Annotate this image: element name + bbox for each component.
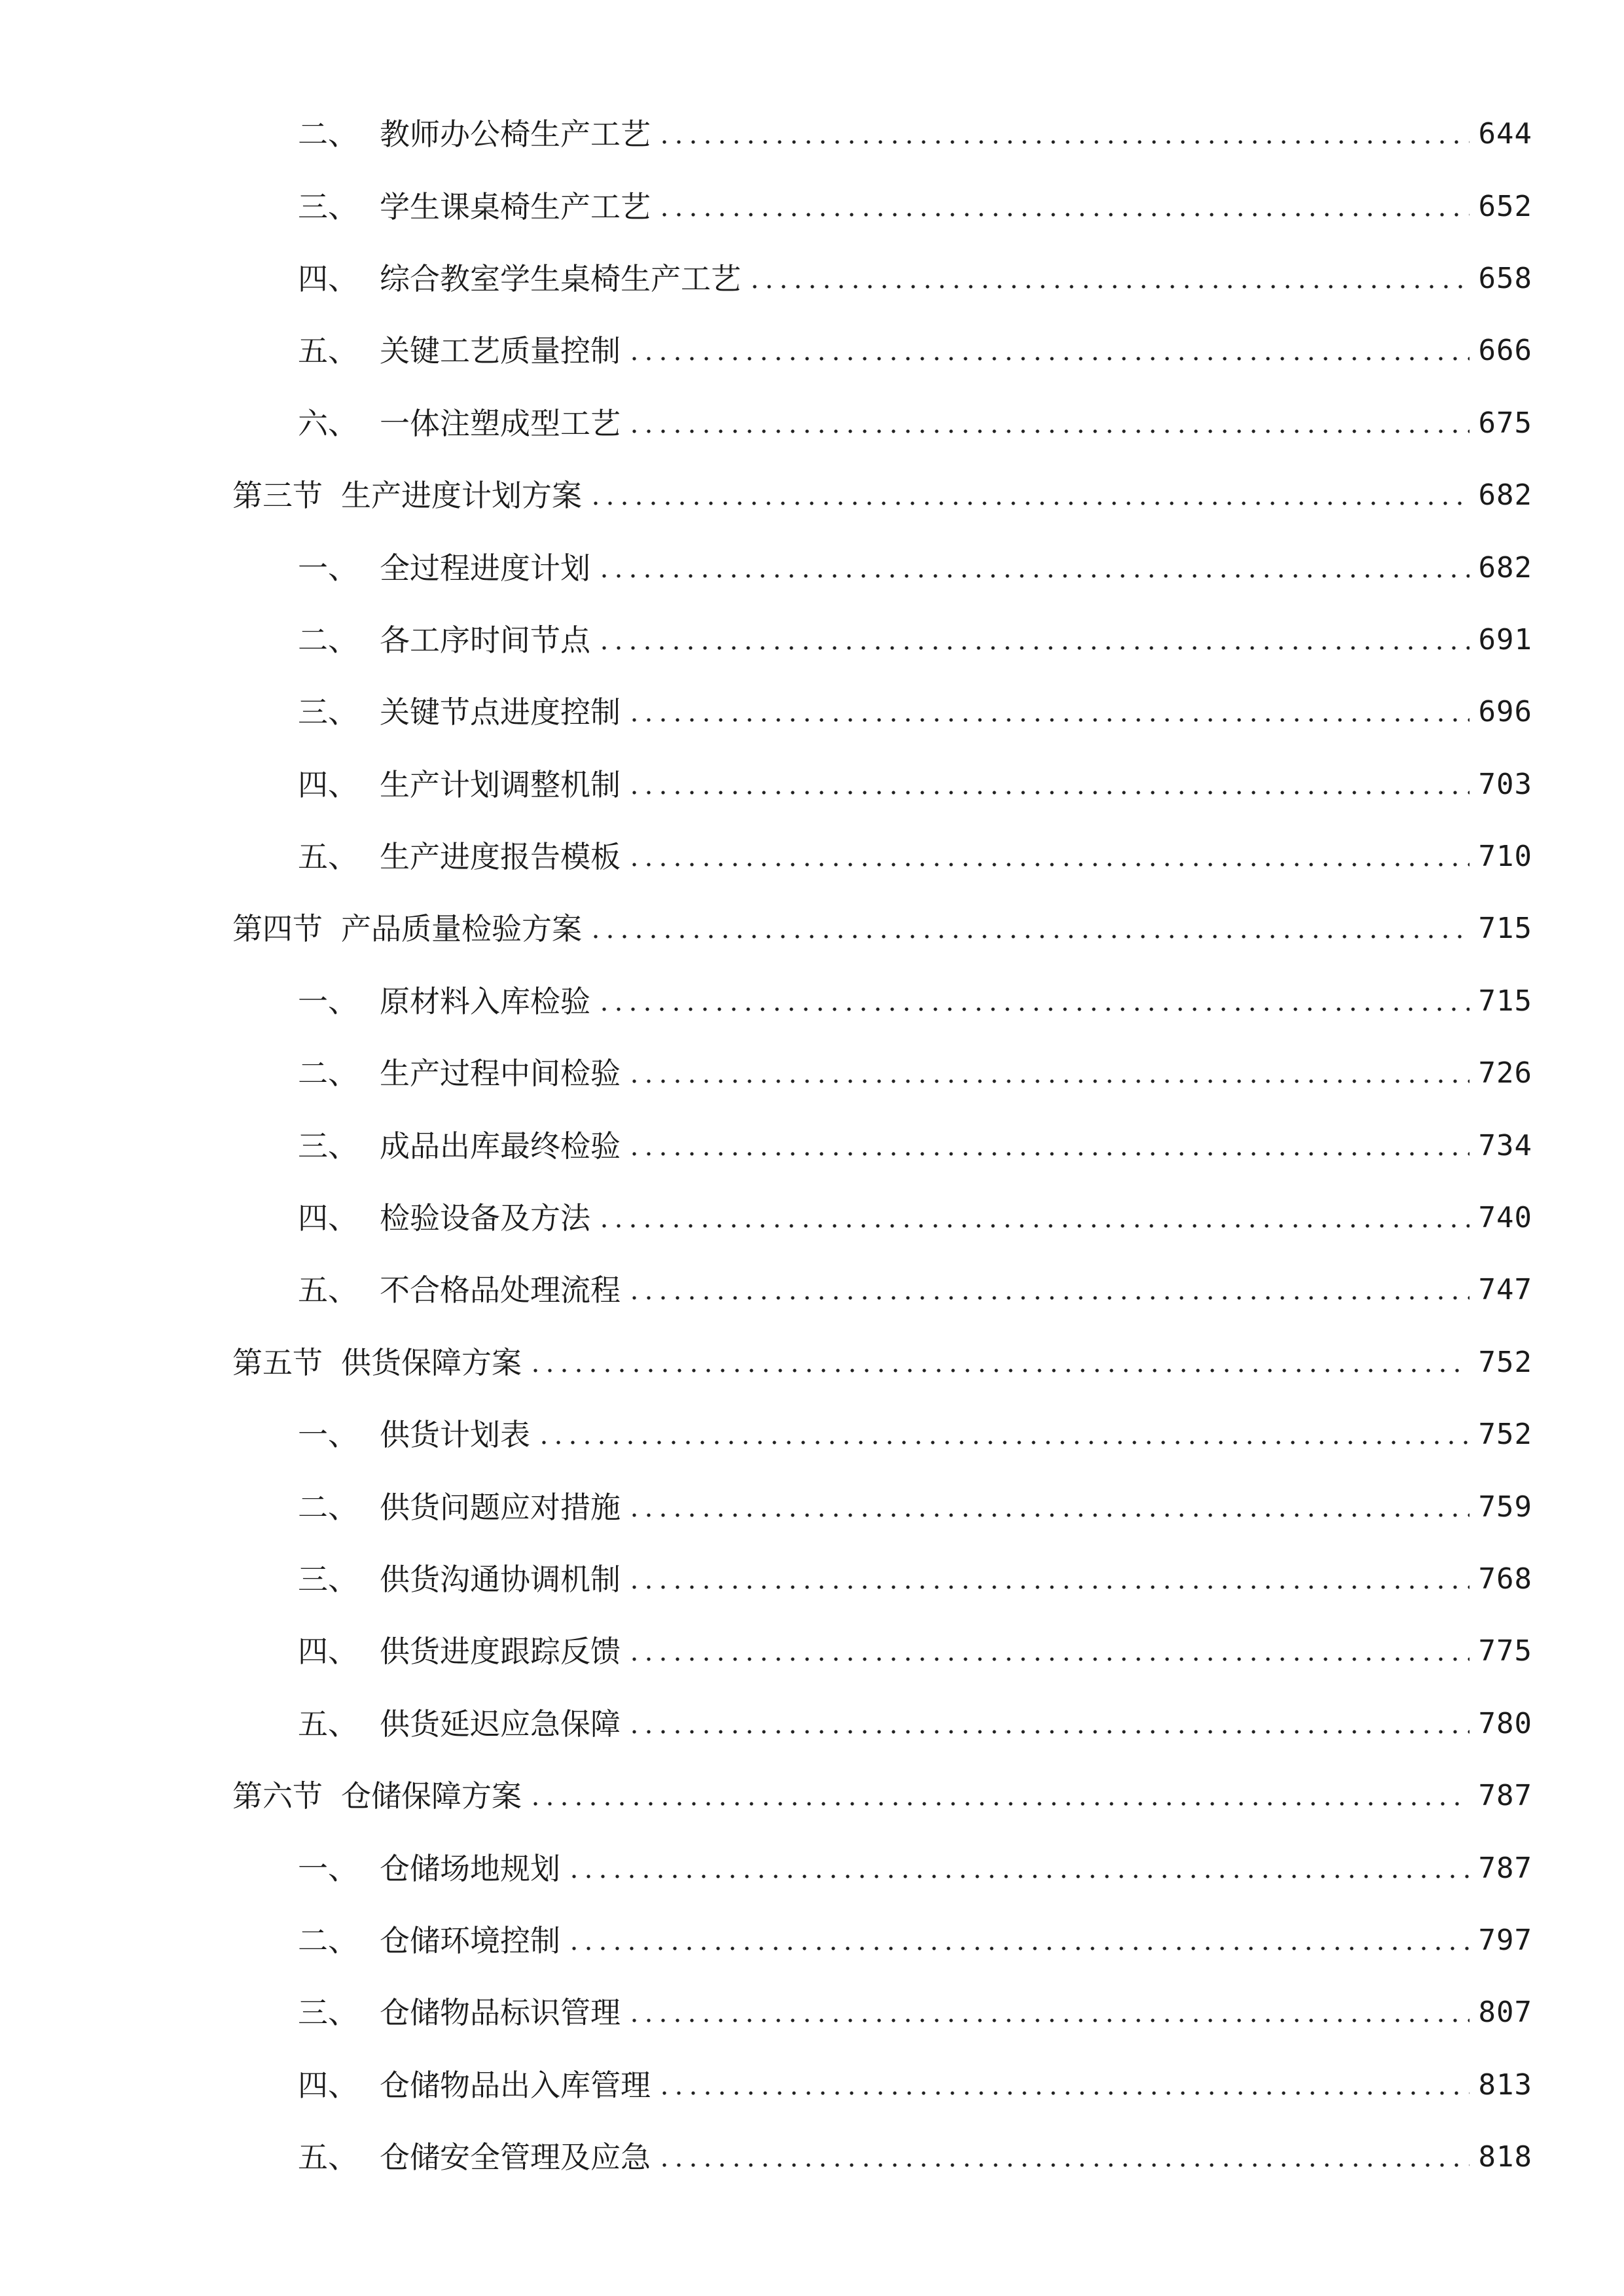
toc-entry-number: 二、	[298, 1489, 358, 1525]
toc-entry-number: 一、	[298, 983, 358, 1019]
dot-leader	[537, 1440, 1470, 1445]
toc-section-title: 产品质量检验方案	[341, 911, 582, 947]
toc-entry[interactable]	[0, 1471, 1624, 1543]
toc-entry-number: 三、	[298, 1995, 358, 2031]
toc-section-heading[interactable]	[0, 893, 1624, 965]
dot-leader	[528, 1368, 1470, 1373]
toc-entry-page: 747	[1478, 1273, 1532, 1307]
dot-leader	[657, 139, 1470, 145]
toc-entry[interactable]	[0, 1832, 1624, 1904]
dot-leader	[627, 1513, 1470, 1518]
toc-entry-title: 生产进度报告模板	[380, 839, 621, 875]
toc-entry[interactable]	[0, 1037, 1624, 1109]
toc-entry[interactable]	[0, 821, 1624, 893]
toc-entry-number: 二、	[298, 1922, 358, 1958]
dot-leader	[627, 717, 1470, 723]
toc-entry-number: 五、	[298, 2140, 358, 2176]
toc-entry-title: 关键节点进度控制	[380, 694, 621, 730]
toc-entry-number: 四、	[298, 260, 358, 296]
toc-entry-title: 仓储环境控制	[380, 1922, 560, 1958]
toc-entry-page: 768	[1478, 1562, 1532, 1596]
toc-entry-title: 供货问题应对措施	[380, 1489, 621, 1525]
toc-entry-number: 四、	[298, 2067, 358, 2103]
dot-leader	[657, 212, 1470, 217]
toc-entry-page: 644	[1478, 117, 1532, 151]
toc-entry-title: 不合格品处理流程	[380, 1272, 621, 1308]
toc-section-title: 生产进度计划方案	[341, 478, 582, 514]
dot-leader	[657, 2162, 1470, 2168]
toc-entry-page: 752	[1478, 1418, 1532, 1452]
dot-leader	[627, 2018, 1470, 2023]
toc-entry-page: 658	[1478, 261, 1532, 295]
toc-section-heading[interactable]	[0, 459, 1624, 531]
toc-entry-title: 仓储物品标识管理	[380, 1995, 621, 2031]
toc-entry-page: 797	[1478, 1923, 1532, 1957]
table-of-contents	[0, 98, 1624, 2193]
toc-entry-number: 一、	[298, 1850, 358, 1886]
toc-entry[interactable]	[0, 604, 1624, 676]
dot-leader	[627, 862, 1470, 867]
toc-entry-number: 五、	[298, 1272, 358, 1308]
toc-entry-number: 六、	[298, 405, 358, 441]
dot-leader	[597, 1007, 1470, 1012]
toc-entry[interactable]	[0, 1615, 1624, 1687]
dot-leader	[597, 573, 1470, 579]
toc-section-page: 752	[1478, 1345, 1532, 1379]
dot-leader	[588, 501, 1470, 506]
toc-entry-page: 710	[1478, 840, 1532, 874]
toc-entry-title: 教师办公椅生产工艺	[380, 117, 651, 152]
toc-entry[interactable]	[0, 1254, 1624, 1326]
dot-leader	[528, 1801, 1470, 1806]
toc-entry-page: 734	[1478, 1128, 1532, 1162]
toc-entry-title: 供货沟通协调机制	[380, 1562, 621, 1597]
dot-leader	[597, 645, 1470, 651]
toc-entry-page: 807	[1478, 1996, 1532, 2030]
toc-entry-number: 二、	[298, 1056, 358, 1092]
dot-leader	[627, 429, 1470, 434]
toc-entry-title: 原材料入库检验	[380, 983, 590, 1019]
dot-leader	[657, 2090, 1470, 2096]
toc-entry[interactable]	[0, 1182, 1624, 1254]
toc-entry-page: 818	[1478, 2140, 1532, 2174]
toc-entry-title: 供货延迟应急保障	[380, 1706, 621, 1742]
toc-entry-page: 703	[1478, 767, 1532, 801]
toc-section-page: 715	[1478, 912, 1532, 946]
toc-section-title: 供货保障方案	[341, 1344, 522, 1380]
toc-entry[interactable]	[0, 1688, 1624, 1760]
dot-leader	[627, 1295, 1470, 1300]
toc-entry[interactable]	[0, 2121, 1624, 2193]
toc-entry-title: 全过程进度计划	[380, 550, 590, 586]
toc-entry[interactable]	[0, 1109, 1624, 1181]
toc-entry-title: 综合教室学生桌椅生产工艺	[380, 260, 741, 296]
toc-entry-title: 成品出库最终检验	[380, 1128, 621, 1164]
toc-entry-title: 生产过程中间检验	[380, 1056, 621, 1092]
toc-entry-page: 652	[1478, 189, 1532, 223]
toc-entry-title: 学生课桌椅生产工艺	[380, 188, 651, 224]
toc-entry-page: 780	[1478, 1706, 1532, 1740]
toc-entry-page: 715	[1478, 984, 1532, 1018]
toc-entry-number: 三、	[298, 1128, 358, 1164]
toc-entry-page: 787	[1478, 1851, 1532, 1885]
toc-entry-title: 检验设备及方法	[380, 1200, 590, 1236]
toc-entry-title: 仓储安全管理及应急	[380, 2140, 651, 2176]
dot-leader	[597, 1223, 1470, 1229]
dot-leader	[627, 356, 1470, 361]
toc-section-number: 第三节	[232, 478, 323, 514]
dot-leader	[627, 790, 1470, 795]
toc-entry-page: 691	[1478, 622, 1532, 656]
toc-entry-title: 生产计划调整机制	[380, 766, 621, 802]
toc-entry-title: 各工序时间节点	[380, 622, 590, 658]
dot-leader	[627, 1151, 1470, 1157]
toc-entry[interactable]	[0, 1399, 1624, 1471]
toc-entry[interactable]	[0, 676, 1624, 748]
toc-entry-page: 675	[1478, 406, 1532, 440]
toc-entry[interactable]	[0, 170, 1624, 242]
toc-entry-number: 三、	[298, 188, 358, 224]
toc-entry-page: 775	[1478, 1634, 1532, 1668]
toc-entry-title: 关键工艺质量控制	[380, 333, 621, 369]
toc-entry-title: 仓储物品出入库管理	[380, 2067, 651, 2103]
toc-entry-page: 759	[1478, 1490, 1532, 1524]
toc-entry-title: 仓储场地规划	[380, 1850, 560, 1886]
toc-entry[interactable]	[0, 1977, 1624, 2049]
dot-leader	[588, 934, 1470, 939]
toc-section-number: 第六节	[232, 1778, 323, 1814]
toc-entry-number: 一、	[298, 1417, 358, 1453]
toc-entry[interactable]	[0, 1543, 1624, 1615]
dot-leader	[627, 1585, 1470, 1590]
toc-entry-page: 740	[1478, 1201, 1532, 1235]
toc-entry-number: 五、	[298, 1706, 358, 1742]
dot-leader	[567, 1946, 1470, 1951]
toc-section-heading[interactable]	[0, 1760, 1624, 1832]
toc-entry-page: 682	[1478, 550, 1532, 584]
toc-entry-title: 供货进度跟踪反馈	[380, 1634, 621, 1670]
toc-entry-number: 四、	[298, 1200, 358, 1236]
dot-leader	[748, 284, 1470, 289]
toc-entry-title: 供货计划表	[380, 1417, 530, 1453]
toc-entry[interactable]	[0, 98, 1624, 170]
toc-entry-number: 二、	[298, 622, 358, 658]
toc-entry[interactable]	[0, 749, 1624, 821]
dot-leader	[567, 1874, 1470, 1879]
toc-entry-page: 666	[1478, 334, 1532, 368]
toc-entry-page: 726	[1478, 1056, 1532, 1090]
toc-entry-number: 三、	[298, 1562, 358, 1597]
dot-leader	[627, 1079, 1470, 1084]
toc-entry[interactable]	[0, 1905, 1624, 1977]
toc-entry-number: 二、	[298, 117, 358, 152]
toc-entry-number: 五、	[298, 839, 358, 875]
toc-entry[interactable]	[0, 965, 1624, 1037]
toc-entry-number: 五、	[298, 333, 358, 369]
dot-leader	[627, 1729, 1470, 1734]
toc-entry-number: 四、	[298, 1634, 358, 1670]
dot-leader	[627, 1657, 1470, 1662]
toc-entry-number: 一、	[298, 550, 358, 586]
toc-section-title: 仓储保障方案	[341, 1778, 522, 1814]
toc-entry[interactable]	[0, 243, 1624, 315]
toc-section-number: 第五节	[232, 1344, 323, 1380]
toc-entry-page: 696	[1478, 695, 1532, 729]
toc-entry-page: 813	[1478, 2068, 1532, 2102]
toc-entry[interactable]	[0, 387, 1624, 459]
toc-section-number: 第四节	[232, 911, 323, 947]
toc-entry-number: 三、	[298, 694, 358, 730]
toc-entry-number: 四、	[298, 766, 358, 802]
toc-entry-title: 一体注塑成型工艺	[380, 405, 621, 441]
toc-section-heading[interactable]	[0, 1327, 1624, 1399]
toc-entry[interactable]	[0, 531, 1624, 603]
toc-entry[interactable]	[0, 315, 1624, 387]
toc-entry[interactable]	[0, 2049, 1624, 2121]
toc-section-page: 787	[1478, 1779, 1532, 1813]
toc-section-page: 682	[1478, 478, 1532, 512]
